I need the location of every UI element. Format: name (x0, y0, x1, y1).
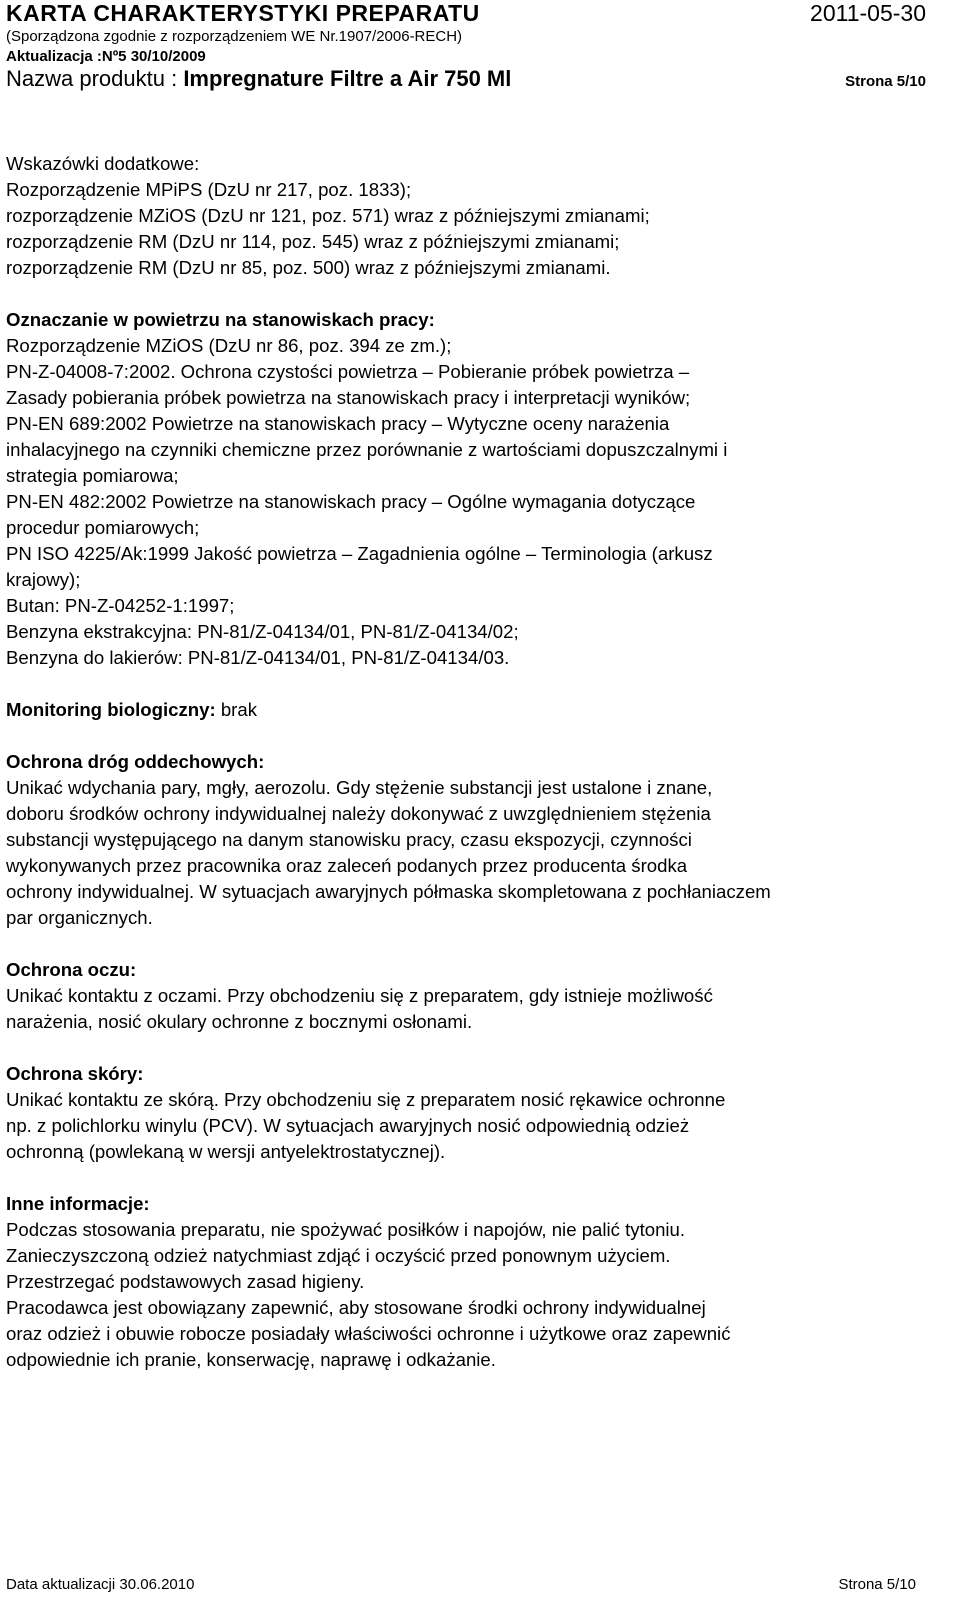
section-title: Inne informacje: (6, 1193, 150, 1214)
text-line: Zanieczyszczoną odzież natychmiast zdjąć i oczyścić przed ponownym użyciem. (6, 1245, 671, 1266)
text-line: Unikać wdychania pary, mgły, aerozolu. Gdy stężenie substancji jest ustalone i znane, (6, 777, 713, 798)
text-line: Pracodawca jest obowiązany zapewnić, aby stosowane środki ochrony indywidualnej (6, 1297, 706, 1318)
text-line: PN-EN 482:2002 Powietrze na stanowiskach pracy – Ogólne wymagania dotyczące (6, 491, 696, 512)
product-name-line (6, 66, 511, 92)
text-line: Unikać kontaktu z oczami. Przy obchodzeniu się z preparatem, gdy istnieje możliwość (6, 985, 713, 1006)
text-line: Unikać kontaktu ze skórą. Przy obchodzeniu się z preparatem nosić rękawice ochronne (6, 1089, 726, 1110)
text-line: ochrony indywidualnej. W sytuacjach awaryjnych półmaska skompletowana z pochłaniaczem (6, 881, 771, 902)
section-other (6, 1191, 921, 1373)
update-info: Aktualizacja :Nº5 30/10/2009 (6, 48, 206, 65)
section-respiratory (6, 749, 921, 931)
text-line: Butan: PN-Z-04252-1:1997; (6, 595, 235, 616)
text-line: Rozporządzenie MZiOS (DzU nr 86, poz. 394 ze zm.); (6, 335, 452, 356)
text-line: Podczas stosowania preparatu, nie spożywać posiłków i napojów, nie palić tytoniu. (6, 1219, 686, 1240)
text-line: odpowiednie ich pranie, konserwację, naprawę i odkażanie. (6, 1349, 496, 1370)
text-line: Benzyna do lakierów: PN-81/Z-04134/01, PN-81/Z-04134/03. (6, 647, 510, 668)
text-line: narażenia, nosić okulary ochronne z bocznymi osłonami. (6, 1011, 473, 1032)
product-label: Nazwa produktu : (6, 66, 184, 91)
text-line: inhalacyjnego na czynniki chemiczne przez porównanie z wartościami dopuszczalnymi i (6, 439, 728, 460)
text-line: ochronną (powlekaną w wersji antyelektrostatycznej). (6, 1141, 446, 1162)
section-eyes (6, 957, 921, 1035)
text-line: wykonywanych przez pracownika oraz zaleceń podanych przez producenta środka (6, 855, 688, 876)
document-body (6, 151, 921, 1373)
text-line: Benzyna ekstrakcyjna: PN-81/Z-04134/01, PN-81/Z-04134/02; (6, 621, 519, 642)
section-air-marking (6, 307, 921, 671)
section-title: Ochrona oczu: (6, 959, 137, 980)
text-line: rozporządzenie MZiOS (DzU nr 121, poz. 571) wraz z późniejszymi zmianami; (6, 205, 650, 226)
text-line: procedur pomiarowych; (6, 517, 200, 538)
header-page-number: Strona 5/10 (845, 73, 926, 90)
text-line: Przestrzegać podstawowych zasad higieny. (6, 1271, 365, 1292)
section-additional (6, 151, 921, 281)
section-title: Monitoring biologiczny: (6, 699, 216, 720)
text-line: substancji występującego na danym stanowisku pracy, czasu ekspozycji, czynności (6, 829, 692, 850)
section-biomonitoring (6, 697, 921, 723)
footer-page-number: Strona 5/10 (838, 1576, 916, 1593)
text-line: PN-Z-04008-7:2002. Ochrona czystości powietrza – Pobieranie próbek powietrza – (6, 361, 690, 382)
text-line: Zasady pobierania próbek powietrza na stanowiskach pracy i interpretacji wyników; (6, 387, 691, 408)
footer-update-date: Data aktualizacji 30.06.2010 (6, 1576, 195, 1593)
text-line: rozporządzenie RM (DzU nr 114, poz. 545) wraz z późniejszymi zmianami; (6, 231, 620, 252)
regulation-note: (Sporządzona zgodnie z rozporządzeniem WE Nr.1907/2006-RECH) (6, 28, 463, 45)
section-title: Ochrona skóry: (6, 1063, 144, 1084)
text-line: rozporządzenie RM (DzU nr 85, poz. 500) wraz z późniejszymi zmianami. (6, 257, 611, 278)
text-line: PN ISO 4225/Ak:1999 Jakość powietrza – Zagadnienia ogólne – Terminologia (arkusz (6, 543, 713, 564)
text-line: oraz odzież i obuwie robocze posiadały właściwości ochronne i użytkowe oraz zapewnić (6, 1323, 731, 1344)
section-skin (6, 1061, 921, 1165)
biomonitoring-value: brak (215, 699, 258, 720)
section-title: Oznaczanie w powietrzu na stanowiskach pracy: (6, 309, 435, 330)
text-line: doboru środków ochrony indywidualnej należy dokonywać z uwzględnieniem stężenia (6, 803, 711, 824)
text-line: np. z polichlorku winylu (PCV). W sytuacjach awaryjnych nosić odpowiednią odzież (6, 1115, 690, 1136)
text-line: PN-EN 689:2002 Powietrze na stanowiskach pracy – Wytyczne oceny narażenia (6, 413, 670, 434)
document-title: KARTA CHARAKTERYSTYKI PREPARATU (6, 0, 480, 26)
document-date: 2011-05-30 (810, 0, 926, 26)
product-name: Impregnature Filtre a Air 750 Ml (183, 66, 512, 91)
section-title: Ochrona dróg oddechowych: (6, 751, 265, 772)
text-line: krajowy); (6, 569, 81, 590)
text-line: par organicznych. (6, 907, 153, 928)
text-line: Rozporządzenie MPiPS (DzU nr 217, poz. 1833); (6, 179, 412, 200)
section-title: Wskazówki dodatkowe: (6, 153, 200, 174)
text-line: strategia pomiarowa; (6, 465, 179, 486)
